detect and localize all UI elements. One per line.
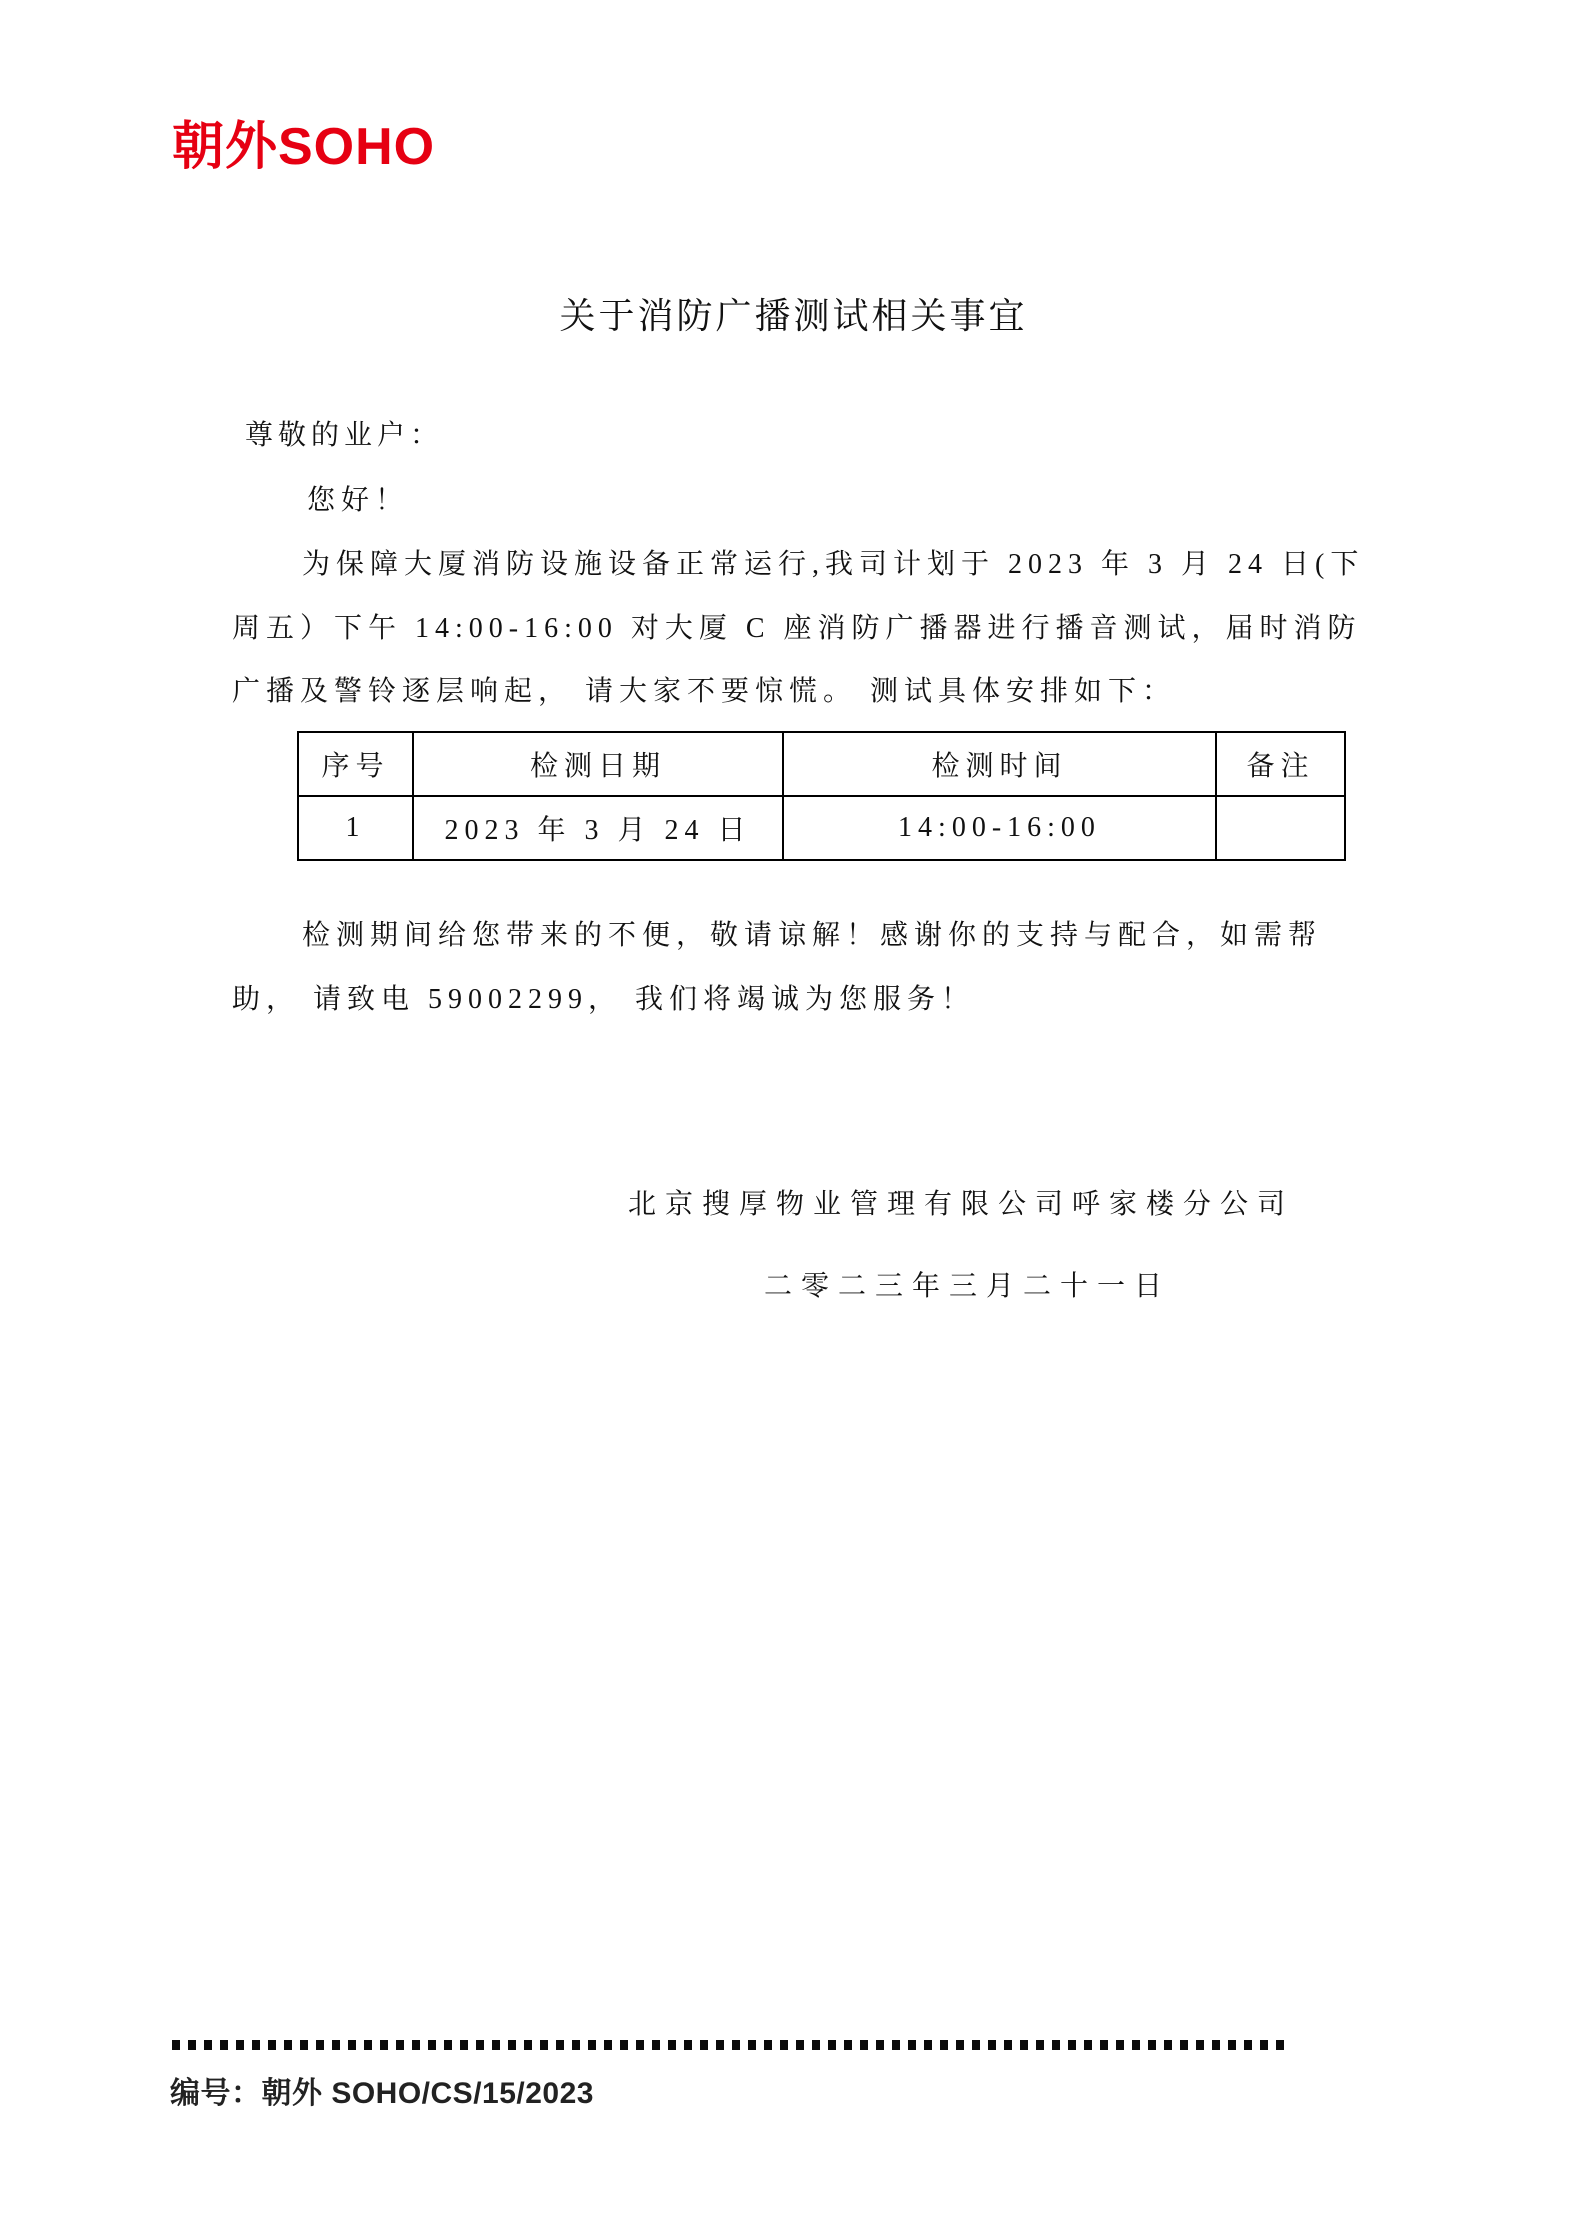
company-logo: 朝外SOHO — [172, 118, 436, 176]
document-number: 编号：朝外 SOHO/CS/15/2023 — [170, 2077, 594, 2110]
greeting-line: 您好！ — [307, 485, 410, 516]
paragraph2-line1: 检测期间给您带来的不便，敬请谅解！感谢你的支持与配合，如需帮 — [302, 920, 1323, 951]
signature-company: 北京搜厚物业管理有限公司呼家楼分公司 — [628, 1189, 1295, 1220]
header-cell-remark: 备注 — [1216, 732, 1345, 796]
header-cell-seq: 序号 — [298, 732, 413, 796]
header-cell-time: 检测时间 — [783, 732, 1216, 796]
table-header-row — [298, 732, 1345, 796]
test-schedule-table — [297, 731, 1346, 861]
paragraph1-line3: 广播及警铃逐层响起， 请大家不要惊慌。 测试具体安排如下： — [232, 676, 1177, 707]
table-row — [298, 796, 1345, 860]
paragraph1-line2: 周五）下午 14:00-16:00 对大厦 C 座消防广播器进行播音测试，届时消防 — [232, 613, 1362, 644]
paragraph2-line2: 助， 请致电 59002299， 我们将竭诚为您服务！ — [232, 984, 976, 1015]
salutation-line: 尊敬的业户： — [245, 420, 444, 451]
cell-seq: 1 — [298, 796, 413, 860]
footer-dashed-divider — [172, 2040, 1285, 2050]
header-cell-date: 检测日期 — [413, 732, 783, 796]
cell-time: 14:00-16:00 — [783, 796, 1216, 860]
cell-remark — [1216, 796, 1345, 860]
signature-date: 二零二三年三月二十一日 — [764, 1271, 1172, 1302]
page-title: 关于消防广播测试相关事宜 — [559, 296, 1028, 336]
cell-date: 2023 年 3 月 24 日 — [413, 796, 783, 860]
paragraph1-line1: 为保障大厦消防设施设备正常运行,我司计划于 2023 年 3 月 24 日(下 — [302, 549, 1365, 580]
